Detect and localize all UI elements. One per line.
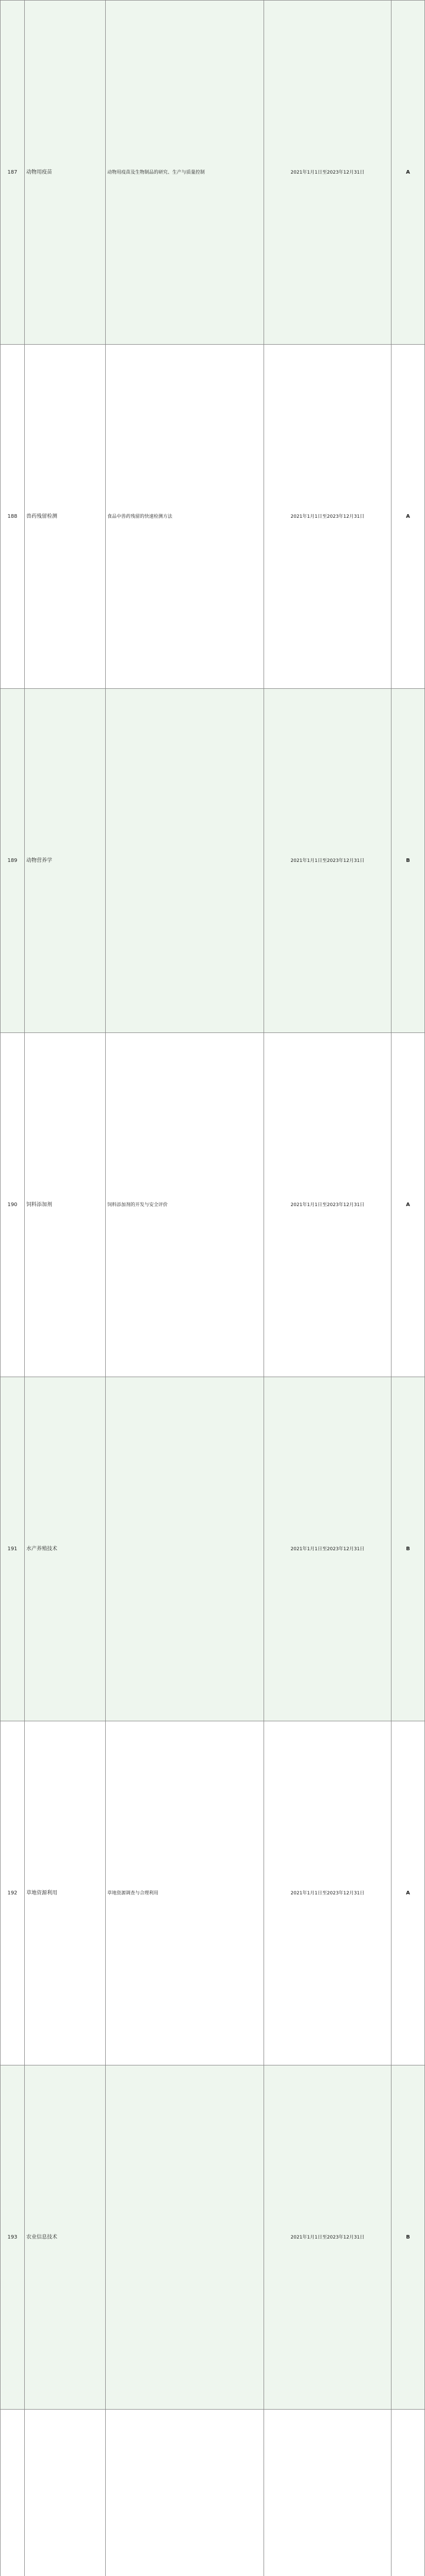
row-grade: A — [391, 1, 425, 345]
table-body — [1, 1, 425, 2576]
row-name: 兽药残留检测 — [25, 345, 106, 689]
row-grade: A — [391, 1033, 425, 1377]
row-name: 动物营养学 — [25, 689, 106, 1033]
table-row — [1, 1033, 425, 1377]
table-row — [1, 2065, 425, 2410]
row-period: 2021年1月1日至2023年12月31日 — [264, 345, 391, 689]
row-name: 动物用疫苗 — [25, 1, 106, 345]
table-row — [1, 689, 425, 1033]
row-description — [106, 2065, 264, 2410]
row-grade: A — [391, 345, 425, 689]
row-name: 饲料添加剂 — [25, 1033, 106, 1377]
row-grade: B — [391, 1377, 425, 1721]
row-number: 190 — [1, 1033, 25, 1377]
row-period: 2021年1月1日至2023年12月31日 — [264, 1033, 391, 1377]
row-name: 草地资源利用 — [25, 1721, 106, 2065]
row-number: 191 — [1, 1377, 25, 1721]
row-period: 2021年1月1日至2023年12月31日 — [264, 2065, 391, 2410]
row-grade: A — [391, 1721, 425, 2065]
row-number: 189 — [1, 689, 25, 1033]
row-description: 动物用疫苗及生物制品的研究、生产与质量控制 — [106, 1, 264, 345]
row-name: 农业信息技术 — [25, 2065, 106, 2410]
row-description — [106, 689, 264, 1033]
row-grade — [391, 2410, 425, 2576]
row-grade: B — [391, 689, 425, 1033]
table-row — [1, 2410, 425, 2576]
row-number: 187 — [1, 1, 25, 345]
row-period: 2021年1月1日至2023年12月31日 — [264, 689, 391, 1033]
row-description — [106, 2410, 264, 2576]
row-description — [106, 1377, 264, 1721]
table-row — [1, 1, 425, 345]
row-name: 水产养殖技术 — [25, 1377, 106, 1721]
row-name — [25, 2410, 106, 2576]
row-period: 2021年1月1日至2023年12月31日 — [264, 1377, 391, 1721]
row-period — [264, 2410, 391, 2576]
table-row — [1, 1377, 425, 1721]
row-period: 2021年1月1日至2023年12月31日 — [264, 1721, 391, 2065]
row-number: 188 — [1, 345, 25, 689]
row-description: 食品中兽药残留的快速检测方法 — [106, 345, 264, 689]
row-period: 2021年1月1日至2023年12月31日 — [264, 1, 391, 345]
table-row — [1, 1721, 425, 2065]
table-row — [1, 345, 425, 689]
row-grade: B — [391, 2065, 425, 2410]
row-number — [1, 2410, 25, 2576]
row-number: 192 — [1, 1721, 25, 2065]
row-number: 193 — [1, 2065, 25, 2410]
row-description: 草地资源调查与合理利用 — [106, 1721, 264, 2065]
row-description: 饲料添加剂的开发与安全评价 — [106, 1033, 264, 1377]
